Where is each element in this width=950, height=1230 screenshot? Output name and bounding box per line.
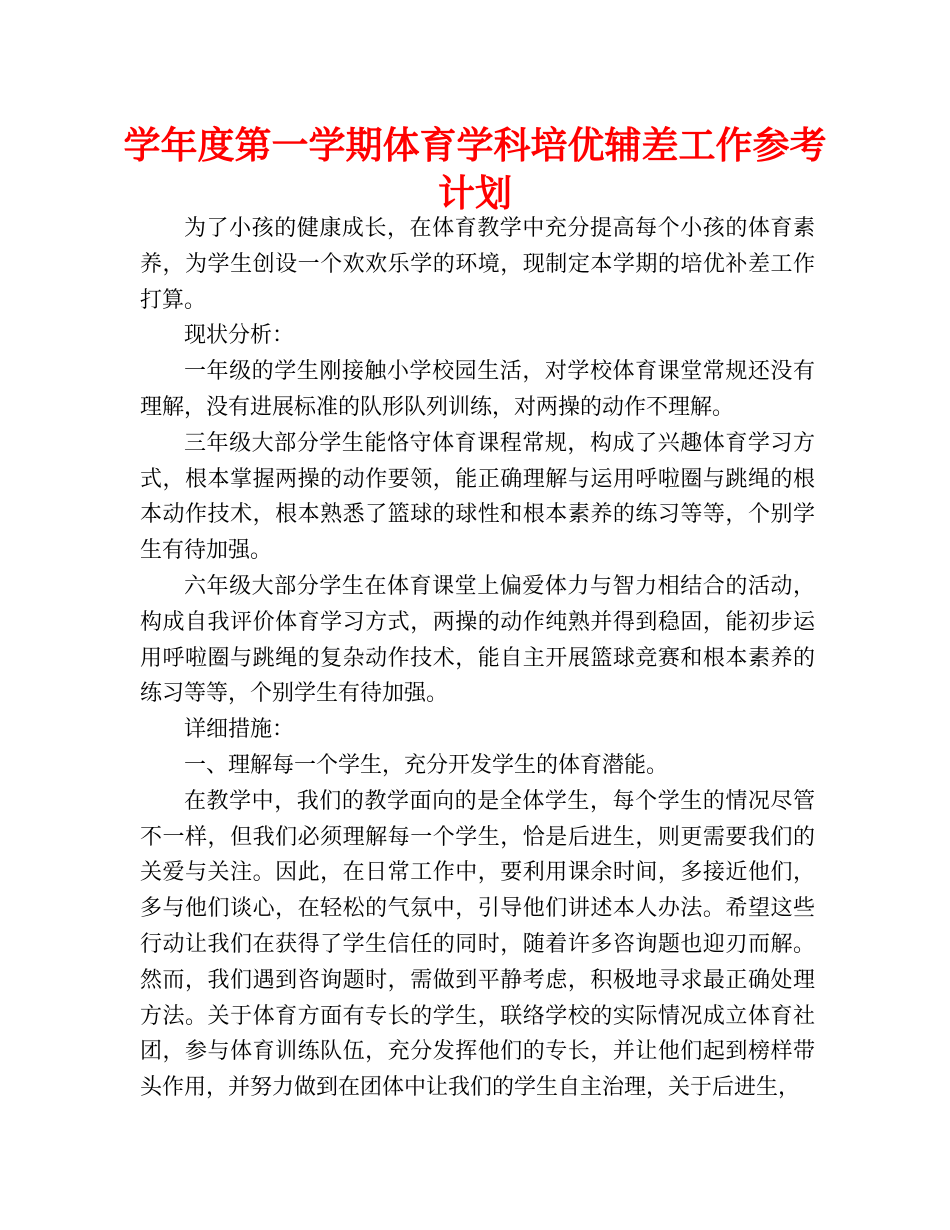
measure-one-heading: 一、理解每一个学生，充分开发学生的体育潜能。 [184,752,669,778]
grade-six-paragraph: 六年级大部分学生在体育课堂上偏爱体力与智力相结合的活动，构成自我评价体育学习方式，两操的动作纯熟并得到稳固，能初步运用呼啦圈与跳绳的复杂动作技术，能自主开展篮球竞赛和根本素养的练习等等，个别学生有待加强。 [140,573,815,707]
grade-three-paragraph: 三年级大部分学生能恪守体育课程常规，构成了兴趣体育学习方式，根本掌握两操的动作要领，能正确理解与运用呼啦圈与跳绳的根本动作技术，根本熟悉了篮球的球性和根本素养的练习等等，个别学生有待加强。 [140,430,815,564]
intro-paragraph: 为了小孩的健康成长，在体育教学中充分提高每个小孩的体育素养，为学生创设一个欢欢乐学的环境，现制定本学期的培优补差工作打算。 [140,216,815,313]
document-body [140,211,815,1106]
document-title: 学年度第一学期体育学科培优辅差工作参考计划 [123,124,827,215]
section-heading-measures: 详细措施： [184,717,295,743]
section-heading-current-status: 现状分析： [184,323,295,349]
measure-one-paragraph: 在教学中，我们的教学面向的是全体学生，每个学生的情况尽管不一样，但我们必须理解每一个学生，恰是后进生，则更需要我们的关爱与关注。因此，在日常工作中，要利用课余时间，多接近他们，多与他们谈心，在轻松的气氛中，引导他们讲述本人办法。希望这些行动让我们在获得了学生信任的同时，随着许多咨询题也迎刃而解。然而，我们遇到咨询题时，需做到平静考虑，积极地寻求最正确处理方法。关于体育方面有专长的学生，联络学校的实际情况成立体育社团，参与体育训练队伍，充分发挥他们的专长，并让他们起到榜样带头作用，并努力做到在团体中让我们的学生自主治理，关于后进生， [140,788,815,1101]
grade-one-paragraph: 一年级的学生刚接触小学校园生活，对学校体育课堂常规还没有理解，没有进展标准的队形队列训练，对两操的动作不理解。 [140,359,815,420]
